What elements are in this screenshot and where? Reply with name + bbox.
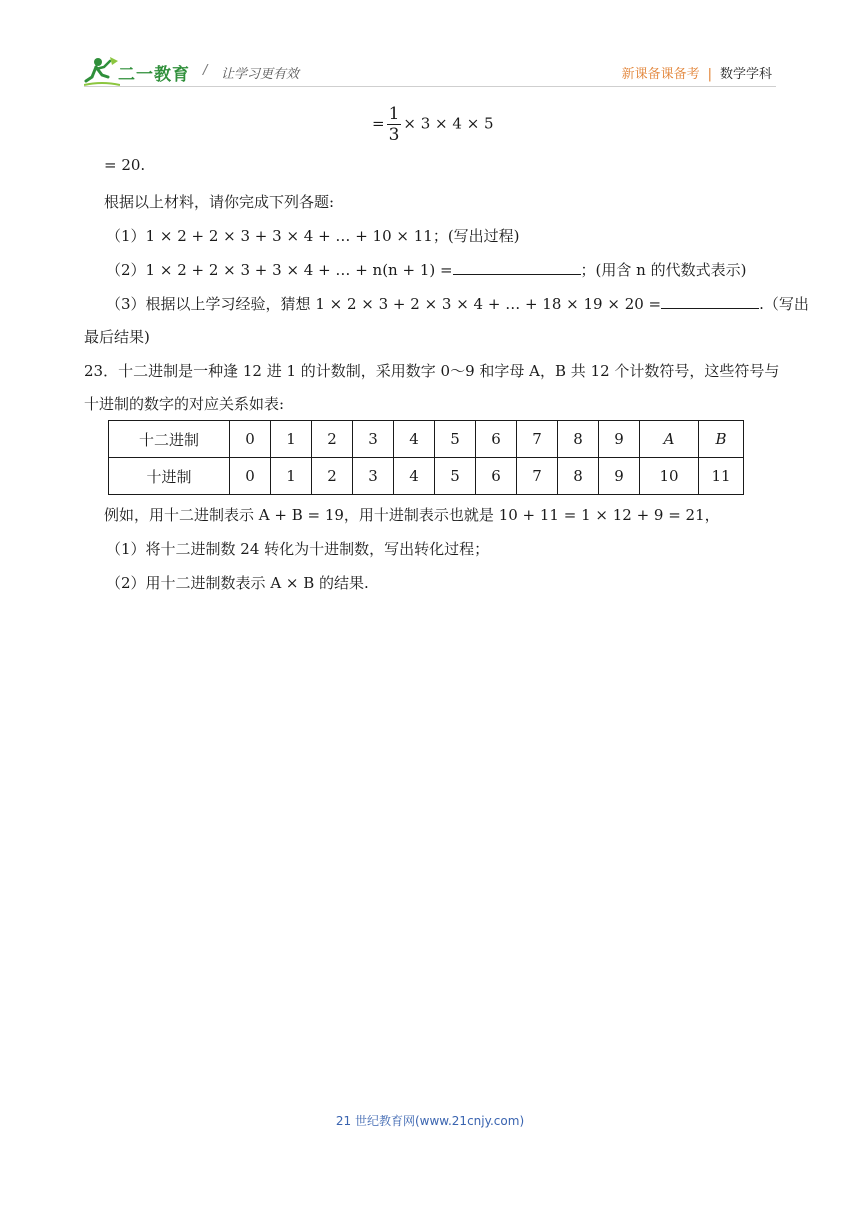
table-cell: 8 — [558, 421, 599, 458]
header-course-label: 新课备课备考 — [621, 67, 700, 82]
answer-blank — [661, 294, 759, 309]
header-separator: | — [707, 67, 712, 82]
table-cell: 0 — [230, 458, 271, 495]
question-2-text: （2）1 × 2 + 2 × 3 + 3 × 4 + … + n(n + 1) = — [106, 261, 453, 279]
table-cell: 11 — [699, 458, 744, 495]
result-line: = 20. — [104, 156, 146, 174]
fraction-numerator: 1 — [388, 104, 400, 124]
header-slash: / — [203, 63, 208, 78]
table-cell: 1 — [271, 458, 312, 495]
table-cell: 1 — [271, 421, 312, 458]
table-cell: 3 — [353, 458, 394, 495]
example-line: 例如，用十二进制表示 A + B = 19，用十进制表示也就是 10 + 11 = 1 × 12 + 9 = 21， — [104, 506, 720, 524]
problem-23-line-2: 十进制的数字的对应关系如表: — [84, 395, 285, 413]
table-cell: 6 — [476, 458, 517, 495]
question-3 — [106, 293, 809, 314]
table-cell: 2 — [312, 421, 353, 458]
question-3-cont: 最后结果) — [84, 328, 150, 346]
answer-blank — [453, 260, 581, 275]
question-3-text: （3）根据以上学习经验，猜想 1 × 2 × 3 + 2 × 3 × 4 + … + 18 × 19 × 20 = — [106, 295, 662, 313]
table-cell: B — [699, 421, 744, 458]
table-cell: A — [640, 421, 699, 458]
table-row — [109, 421, 744, 458]
header-slogan: 让学习更有效 — [221, 67, 300, 82]
table-cell: 9 — [599, 421, 640, 458]
row-header: 十二进制 — [109, 421, 230, 458]
table-cell: 6 — [476, 421, 517, 458]
table-cell: 9 — [599, 458, 640, 495]
header-divider — [84, 86, 776, 87]
question-2-hint: ；(用含 n 的代数式表示) — [580, 261, 747, 279]
fraction-denominator: 3 — [388, 125, 400, 145]
table-cell: 4 — [394, 421, 435, 458]
question-3-hint: .（写出 — [759, 295, 809, 313]
problem-23-question-2: （2）用十二进制数表示 A × B 的结果. — [106, 574, 369, 592]
table-cell: 5 — [435, 458, 476, 495]
table-cell: 3 — [353, 421, 394, 458]
row-header: 十进制 — [109, 458, 230, 495]
question-2 — [106, 259, 746, 280]
table-cell: 7 — [517, 421, 558, 458]
runner-logo-icon — [84, 55, 120, 89]
table-cell: 2 — [312, 458, 353, 495]
table-cell: 5 — [435, 421, 476, 458]
table-cell: 10 — [640, 458, 699, 495]
problem-23-line-1: 23．十二进制是一种逢 12 进 1 的计数制，采用数字 0～9 和字母 A，B 共 12 个计数符号，这些符号与 — [84, 362, 780, 380]
fraction — [387, 104, 402, 145]
table-cell: 4 — [394, 458, 435, 495]
table-cell: 7 — [517, 458, 558, 495]
table-row — [109, 458, 744, 495]
table-cell: 0 — [230, 421, 271, 458]
header-subject: 数学学科 — [719, 67, 772, 82]
fraction-equation — [372, 104, 494, 145]
footer-link[interactable]: 21 世纪教育网(www.21cnjy.com) — [335, 1114, 525, 1128]
table-cell: 8 — [558, 458, 599, 495]
fraction-rest: × 3 × 4 × 5 — [403, 114, 494, 133]
header-right — [622, 63, 772, 82]
logo-text: 二一教育 — [118, 65, 190, 85]
logo — [84, 55, 120, 89]
problem-23-question-1: （1）将十二进制数 24 转化为十进制数，写出转化过程； — [106, 540, 490, 558]
base-conversion-table — [108, 420, 744, 495]
equals-sign: = — [372, 114, 385, 133]
question-1: （1）1 × 2 + 2 × 3 + 3 × 4 + … + 10 × 11；(写出过程) — [106, 227, 520, 245]
intro-text: 根据以上材料，请你完成下列各题: — [104, 193, 335, 211]
